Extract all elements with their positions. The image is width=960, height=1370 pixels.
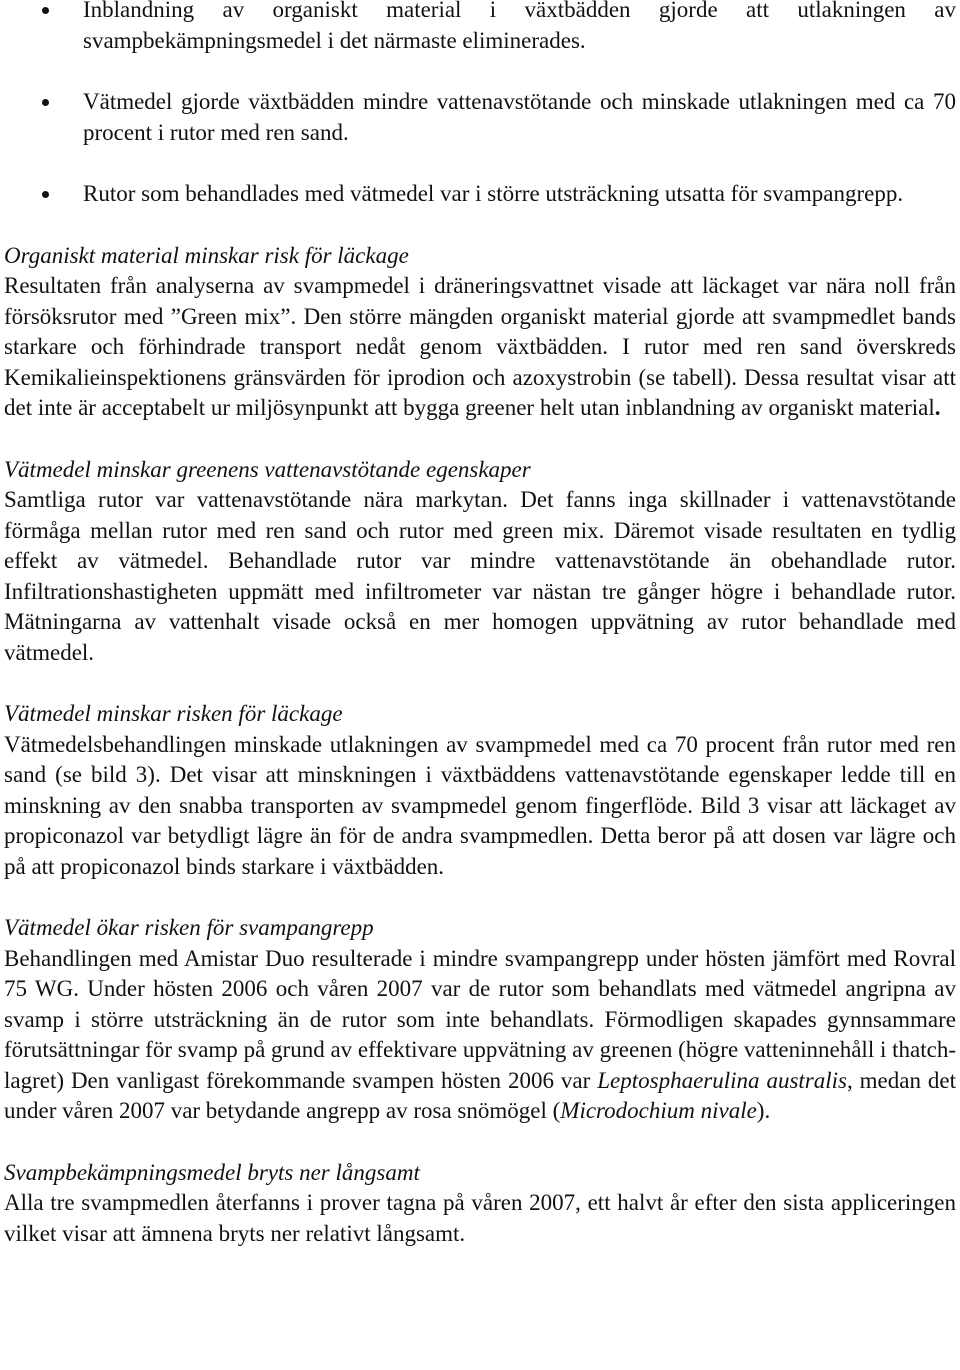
section-paragraph: Vätmedelsbehandlingen minskade utlakningen av svampmedel med ca 70 procent från rutor med ren sand (se bild 3). Det visar att minskningen i växtbäddens vattenavstötande egenskaper ledde till en minskning av den snabba transporten av svampmedel genom fingerflöde. Bild 3 visar att läckaget av propiconazol var betydligt lägre än för de andra svampmedlen. Detta beror på att dosen var lägre och på att propiconazol binds starkare i växtbädden. — [4, 731, 956, 879]
section-organic-material — [4, 241, 956, 424]
section-paragraph — [4, 944, 956, 1127]
paragraph-text: Resultaten från analyserna av svampmedel i dräneringsvattnet visade att läckaget var nära noll från försöksrutor med ”Green mix”. Den större mängden organiskt material gjorde att svampmedlet bands starkare och förhindrade transport nedåt genom växtbädden. I rutor med ren sand överskreds Kemikalieinspektionens gränsvärden för iprodion och azoxystrobin (se tabell). Dessa resultat visar att det inte är acceptabelt ur miljösynpunkt att bygga greener helt utan inblandning av organiskt material — [4, 273, 956, 420]
bullet-item — [4, 87, 956, 148]
paragraph-text-bold: . — [934, 395, 941, 420]
section-heading: Svampbekämpningsmedel bryts ner långsamt — [4, 1159, 420, 1185]
bullet-text: Vätmedel gjorde växtbädden mindre vattenavstötande och minskade utlakningen med ca 70 procent i rutor med ren sand. — [83, 89, 956, 145]
bullet-item — [4, 179, 956, 210]
paragraph-text: ). — [756, 1098, 771, 1123]
section-heading: Organiskt material minskar risk för läckage — [4, 242, 409, 268]
bullet-item — [4, 0, 956, 56]
bullet-icon — [42, 99, 49, 106]
paragraph-text: Behandlingen med Amistar Duo resulterade i mindre svampangrepp under hösten jämfört med Rovral 75 WG. Under hösten 2006 och våren 2007 var de rutor som behandlats med vätmedel angripna av svamp i större utsträckning än de rutor som inte behandlats. Förmodligen skapades gynnsammare förutsättningar för svamp på grund av effektivare uppvätning av greenen (högre vatteninnehåll i thatch-lagret) Den vanligast förekommande svampen hösten 2006 var — [4, 945, 956, 1093]
section-wetting-agent-fungal-risk — [4, 913, 956, 1127]
bullet-text: Rutor som behandlades med vätmedel var i större utsträckning utsatta för svampangrepp. — [83, 181, 904, 206]
document-page — [4, 0, 956, 1280]
section-heading: Vätmedel minskar greenens vattenavstötande egenskaper — [4, 456, 531, 482]
bullet-list — [4, 0, 956, 210]
section-paragraph: Alla tre svampmedlen återfanns i prover tagna på våren 2007, ett halvt år efter den sista appliceringen vilket visar att ämnena bryts ner relativt långsamt. — [4, 1190, 956, 1246]
species-name: Leptosphaerulina australis — [597, 1067, 847, 1093]
paragraph-text: , medan det under våren 2007 var betydande angrepp av rosa snömögel ( — [4, 1067, 957, 1123]
section-heading: Vätmedel ökar risken för svampangrepp — [4, 915, 374, 940]
bullet-icon — [42, 191, 49, 198]
bullet-text: Inblandning av organiskt material i växtbädden gjorde att utlakningen av svampbekämpningsmedel i det närmaste eliminerades. — [83, 0, 956, 53]
section-heading: Vätmedel minskar risken för läckage — [4, 701, 343, 726]
section-paragraph: Samtliga rutor var vattenavstötande nära markytan. Det fanns inga skillnader i vattenavstötande förmåga mellan rutor med ren sand och rutor med green mix. Däremot visade resultaten en tydlig effekt av vätmedel. Behandlade rutor var mindre vattenavstötande än obehandlade rutor. Infiltrationshastigheten uppmätt med infiltrometer var nästan tre gånger högre i behandlade rutor. Mätningarna av vattenhalt visade också en mer homogen uppvätning av rutor behandlade med vätmedel. — [4, 487, 956, 665]
section-fungicide-degradation — [4, 1158, 956, 1250]
section-wetting-agent-repellency — [4, 455, 956, 669]
section-paragraph — [4, 271, 956, 424]
bullet-icon — [42, 7, 49, 14]
section-wetting-agent-leakage — [4, 699, 956, 882]
species-name: Microdochium nivale — [560, 1098, 757, 1123]
